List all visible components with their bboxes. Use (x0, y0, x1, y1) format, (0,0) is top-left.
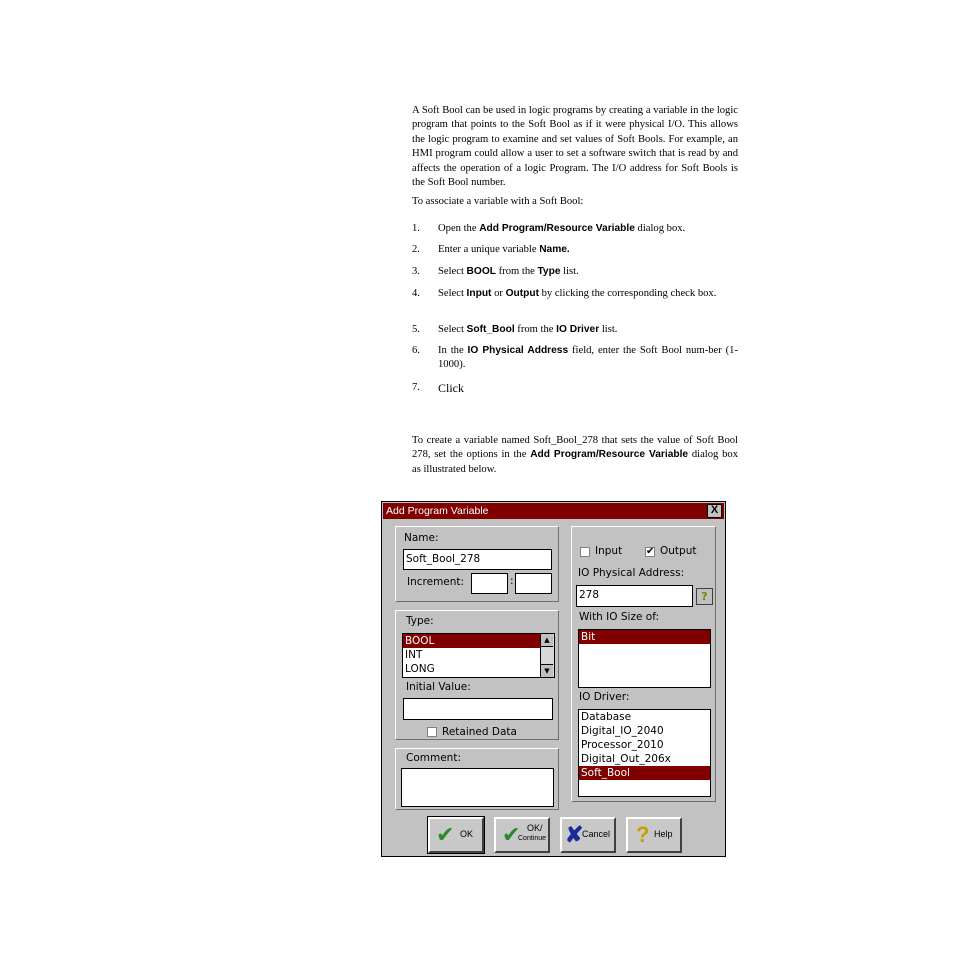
step-plain-text: Select (438, 323, 467, 335)
step-plain-text: list. (599, 323, 618, 335)
checkmark-icon: ✔ (436, 822, 455, 847)
dialog-title: Add Program Variable (386, 505, 489, 517)
cancel-button[interactable] (560, 817, 616, 853)
io-address-label: IO Physical Address: (578, 567, 685, 579)
step-number: 2. (412, 243, 420, 255)
io-driver-list-item[interactable]: Soft_Bool (579, 766, 710, 780)
step-plain-text: Click (438, 380, 464, 395)
name-label: Name: (404, 532, 439, 544)
io-size-list-item[interactable]: Bit (579, 630, 710, 644)
scroll-up-icon[interactable]: ▲ (541, 634, 553, 647)
example-pre: To create a variable named Soft_Bool_278 that sets the value of Soft Bool 278, set the options in the (412, 435, 738, 461)
step-bold-text: Soft_Bool (466, 323, 515, 335)
io-driver-list-item[interactable]: Database (581, 711, 632, 723)
associate-lead: To associate a variable with a Soft Bool: (412, 196, 584, 208)
io-address-input[interactable]: 278 (576, 585, 693, 607)
increment-end-input[interactable] (515, 573, 552, 594)
cancel-x-icon: ✘ (565, 822, 584, 847)
step-text (438, 265, 738, 279)
intro-paragraph: A Soft Bool can be used in logic programs by creating a variable in the logic program that points to the Soft Bool as if it were physical I/O. This allows the logic program to examine and set values of Soft Bools. For example, an HMI program could allow a user to set a software switch that is read by and affects the operation of a logic Program. The I/O address for Soft Bools is the Soft Bool number. (412, 105, 738, 189)
type-label: Type: (406, 615, 434, 627)
output-checkbox[interactable]: ✔ (646, 546, 655, 557)
type-list-item[interactable]: INT (405, 649, 423, 661)
type-list-item[interactable]: BOOL (403, 634, 540, 648)
ok-button[interactable] (428, 817, 484, 853)
ok-continue-label-2: Continue (518, 835, 547, 842)
io-size-listbox[interactable] (578, 629, 711, 688)
step-plain-text: Enter a unique variable (438, 243, 540, 255)
help-button-label: Help (654, 829, 673, 839)
step-text (438, 222, 738, 236)
initial-value-label: Initial Value: (406, 681, 471, 693)
example-paragraph (412, 434, 738, 477)
add-program-variable-dialog (381, 501, 726, 857)
step-text (438, 323, 738, 337)
cancel-button-label: Cancel (582, 829, 611, 839)
step-plain-text: In the (438, 344, 468, 356)
retained-data-checkbox[interactable] (427, 727, 437, 737)
step-plain-text: field, enter the Soft Bool num-ber (1-1000). (438, 344, 738, 371)
example-bold: Add Program/Resource Variable (530, 449, 689, 461)
io-driver-listbox[interactable] (578, 709, 711, 797)
step-number: 3. (412, 265, 420, 277)
step-text (438, 287, 738, 301)
example-post: dialog box as illustrated below. (412, 449, 738, 475)
step-bold-text: IO Driver (556, 323, 600, 335)
help-button[interactable] (626, 817, 682, 853)
step-number: 1. (412, 222, 420, 234)
step-bold-text: Name. (539, 243, 570, 255)
retained-data-label: Retained Data (442, 726, 517, 738)
step-bold-text: IO Physical Address (467, 344, 569, 356)
step-plain-text: Select (438, 265, 467, 277)
step-bold-text: Type (537, 265, 561, 277)
step-plain-text: or (491, 287, 506, 299)
step-plain-text: dialog box. (634, 222, 686, 234)
step-plain-text: Open the (438, 222, 480, 234)
step-text (438, 344, 738, 373)
step-number: 4. (412, 287, 420, 299)
ok-continue-button[interactable] (494, 817, 550, 853)
step-bold-text: Output (505, 287, 539, 299)
step-number: 5. (412, 323, 420, 335)
io-driver-list-item[interactable]: Digital_IO_2040 (581, 725, 664, 737)
increment-separator: : (510, 575, 514, 587)
io-driver-list-item[interactable]: Processor_2010 (581, 739, 664, 751)
document-body (412, 104, 738, 475)
initial-value-input[interactable] (403, 698, 553, 720)
io-driver-list-item[interactable]: Digital_Out_206x (581, 753, 671, 765)
step-plain-text: Select (438, 287, 467, 299)
step-plain-text: list. (560, 265, 579, 277)
dialog-title-bar[interactable] (383, 503, 724, 519)
input-label: Input (595, 545, 623, 557)
step-text (438, 243, 738, 257)
type-list-item[interactable]: LONG (405, 663, 435, 675)
help-question-icon: ? (636, 822, 650, 847)
step-bold-text: BOOL (466, 265, 496, 277)
increment-start-input[interactable] (471, 573, 508, 594)
comment-label: Comment: (406, 752, 461, 764)
output-label: Output (660, 545, 697, 557)
ok-continue-label-1: OK/ (527, 823, 543, 833)
type-listbox[interactable] (402, 633, 555, 678)
step-text (438, 381, 738, 395)
comment-input[interactable] (401, 768, 554, 807)
increment-label: Increment: (407, 576, 465, 588)
ok-button-label: OK (460, 829, 474, 839)
step-number: 7. (412, 381, 420, 393)
step-number: 6. (412, 344, 420, 356)
close-icon[interactable]: X (707, 504, 722, 518)
io-driver-label: IO Driver: (579, 691, 630, 703)
step-bold-text: Add Program/Resource Variable (479, 222, 635, 234)
name-input[interactable]: Soft_Bool_278 (403, 549, 552, 570)
scroll-down-icon[interactable]: ▼ (541, 664, 553, 677)
type-scrollbar[interactable] (540, 634, 554, 677)
step-plain-text: from the (514, 323, 557, 335)
step-plain-text: by clicking the corresponding check box. (538, 287, 717, 299)
checkmark-icon: ✔ (502, 822, 521, 847)
address-help-icon[interactable]: ? (696, 588, 713, 605)
io-size-label: With IO Size of: (579, 611, 660, 623)
step-plain-text: from the (495, 265, 538, 277)
steps-list (412, 222, 738, 402)
input-checkbox[interactable] (580, 547, 590, 557)
step-bold-text: Input (466, 287, 492, 299)
